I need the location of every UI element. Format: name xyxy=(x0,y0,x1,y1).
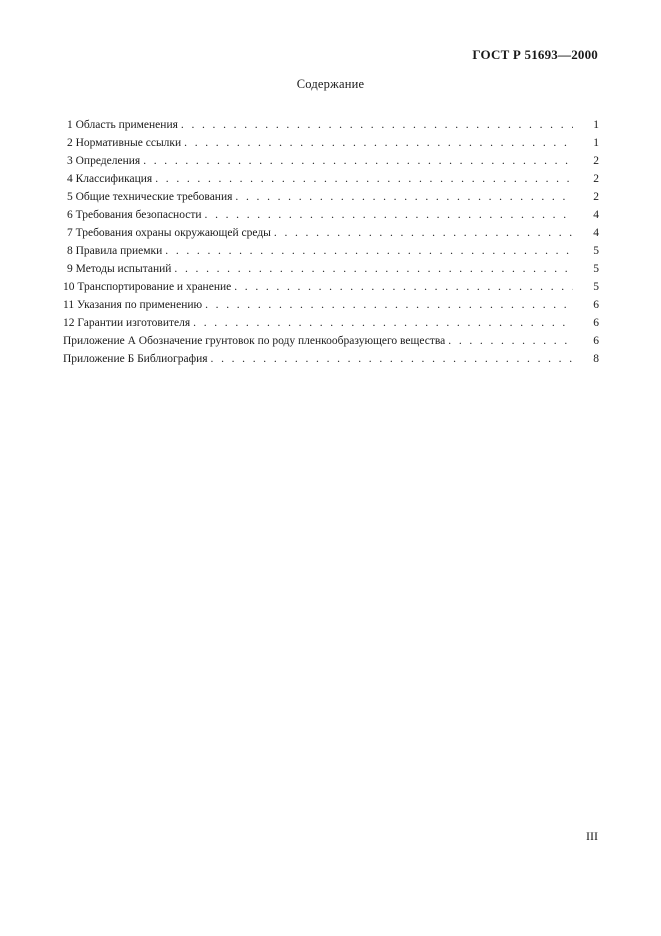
toc-entry-label: 4 Классификация xyxy=(67,173,153,185)
toc-entry-page: 4 xyxy=(593,209,599,221)
toc-entry-page: 2 xyxy=(593,155,599,167)
toc-entry-label: 5 Общие технические требования xyxy=(67,191,233,203)
toc-leader-dots xyxy=(202,206,573,224)
toc-entry[interactable] xyxy=(63,314,599,332)
toc-leader-dots xyxy=(162,242,573,260)
toc-leader-dots xyxy=(232,188,573,206)
toc-entry-page: 2 xyxy=(593,173,599,185)
toc-entry-label: 7 Требования охраны окружающей среды xyxy=(67,227,271,239)
toc-leader-dots xyxy=(271,224,573,242)
toc-entry-label: 8 Правила приемки xyxy=(67,245,163,257)
toc-entry-page: 4 xyxy=(593,227,599,239)
toc-entry[interactable] xyxy=(63,134,599,152)
toc-entry-page: 6 xyxy=(593,317,599,329)
page-folio: III xyxy=(586,829,598,843)
toc-leader-dots xyxy=(231,278,573,296)
toc-entry[interactable] xyxy=(63,278,599,296)
toc-entry[interactable] xyxy=(63,116,599,134)
document-id: ГОСТ Р 51693—2000 xyxy=(472,47,598,62)
toc-leader-dots xyxy=(171,260,573,278)
toc-entry[interactable] xyxy=(63,170,599,188)
toc-leader-dots xyxy=(445,332,573,350)
toc-entry-page: 1 xyxy=(593,119,599,131)
toc-entry-page: 5 xyxy=(593,245,599,257)
toc-entry-label: 11 Указания по применению xyxy=(63,299,203,311)
toc-entry-page: 2 xyxy=(593,191,599,203)
toc-entry[interactable] xyxy=(63,224,599,242)
toc-entry[interactable] xyxy=(63,242,599,260)
toc-leader-dots xyxy=(208,350,573,368)
toc-entry-label: 6 Требования безопасности xyxy=(67,209,202,221)
toc-entry-label: 1 Область применения xyxy=(67,119,178,131)
toc-entry-page: 6 xyxy=(593,335,599,347)
toc-entry[interactable] xyxy=(63,152,599,170)
toc-entry[interactable] xyxy=(63,206,599,224)
toc-entry[interactable] xyxy=(63,296,599,314)
table-of-contents xyxy=(63,116,599,368)
toc-leader-dots xyxy=(140,152,573,170)
toc-entry-label: 12 Гарантии изготовителя xyxy=(63,317,191,329)
toc-entry-page: 6 xyxy=(593,299,599,311)
toc-entry-page: 5 xyxy=(593,263,599,275)
toc-entry-page: 1 xyxy=(593,137,599,149)
toc-entry-label: 9 Методы испытаний xyxy=(67,263,172,275)
toc-entry-label: 2 Нормативные ссылки xyxy=(67,137,182,149)
toc-leader-dots xyxy=(178,116,573,134)
toc-entry[interactable] xyxy=(63,332,599,350)
toc-entry[interactable] xyxy=(63,188,599,206)
toc-leader-dots xyxy=(190,314,573,332)
toc-entry[interactable] xyxy=(63,350,599,368)
toc-entry-label: 10 Транспортирование и хранение xyxy=(63,281,232,293)
toc-entry[interactable] xyxy=(63,260,599,278)
toc-entry-page: 8 xyxy=(593,353,599,365)
toc-entry-label: Приложение А Обозначение грунтовок по роду пленкообразующего вещества xyxy=(63,335,446,347)
toc-title: Содержание xyxy=(296,77,365,91)
toc-leader-dots xyxy=(152,170,573,188)
toc-leader-dots xyxy=(202,296,573,314)
toc-entry-page: 5 xyxy=(593,281,599,293)
toc-entry-label: Приложение Б Библиография xyxy=(63,353,208,365)
toc-leader-dots xyxy=(181,134,573,152)
toc-entry-label: 3 Определения xyxy=(67,155,141,167)
